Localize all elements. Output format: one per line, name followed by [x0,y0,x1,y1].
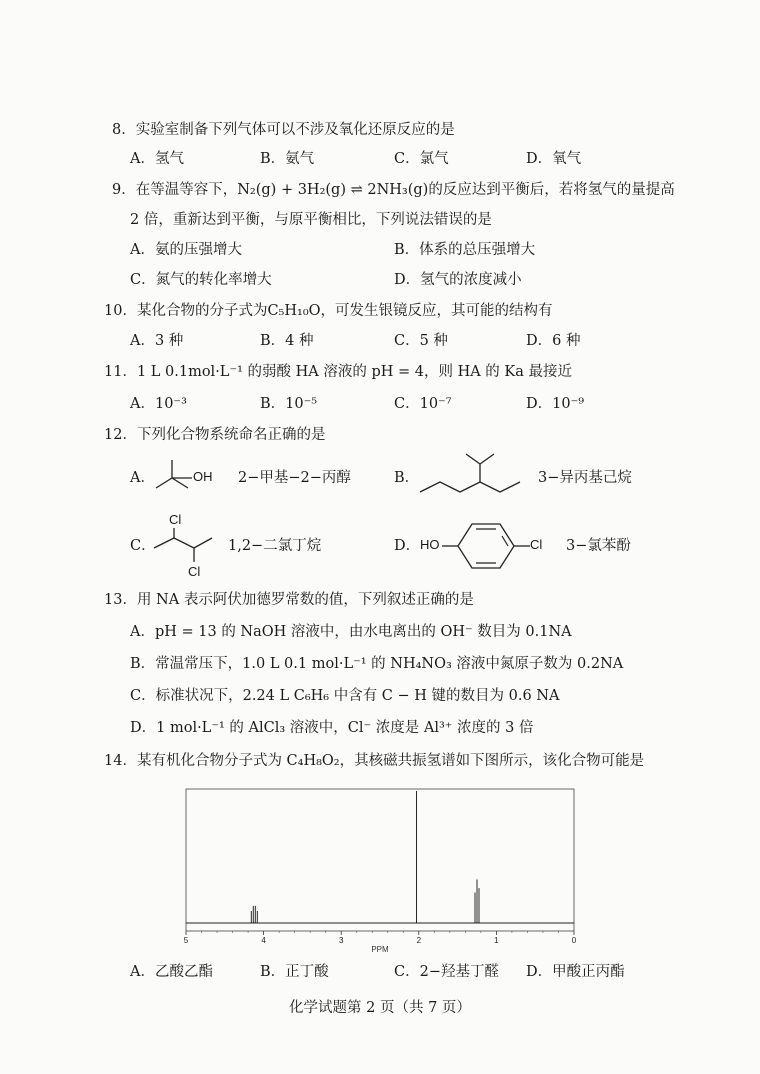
q8-option-d[interactable]: D．氧气 [526,151,582,167]
q12-c-cl-top-label: Cl [169,512,182,527]
q9-stem [112,180,675,200]
page-footer: 化学试题第 2 页（共 7 页） [289,1000,471,1016]
q13-option-a[interactable]: A．pH = 13 的 NaOH 溶液中，由水电离出的 OH⁻ 数目为 0.1NA [130,624,572,640]
nmr-tick-label: 4 [261,936,266,945]
q11-option-a[interactable]: A．10⁻³ [130,396,187,412]
q10-option-a[interactable]: A．3 种 [130,333,184,349]
q12-a-structure [152,452,232,502]
q8-option-c[interactable]: C．氯气 [394,151,449,167]
q10-formula: C₅H₁₀O [267,303,321,319]
q14-option-b[interactable]: B．正丁酸 [260,964,329,980]
q13-stem: 13．用 NA 表示阿伏加德罗常数的值，下列叙述正确的是 [104,592,474,608]
q14-stem: 14．某有机化合物分子式为 C₄H₈O₂，其核磁共振氢谱如下图所示，该化合物可能是 [104,753,645,769]
q12-option-a-name: 2−甲基−2−丙醇 [238,470,351,486]
q9-option-b[interactable]: B．体系的总压强增大 [394,242,536,258]
q14-option-d[interactable]: D．甲酸正丙酯 [526,964,625,980]
nmr-tick-label: 0 [571,936,577,945]
q12-c-structure [150,526,220,566]
nmr-tick-label: 3 [338,936,344,945]
q12-c-cl-bottom-label: Cl [188,564,201,579]
q13-option-b[interactable]: B．常温常压下，1.0 L 0.1 mol·L⁻¹ 的 NH₄NO₃ 溶液中氮原子数为 0.2NA [130,656,624,672]
q12-option-c-letter[interactable]: C． [130,538,156,554]
q11-option-b[interactable]: B．10⁻⁵ [260,396,318,412]
q12-d-benzene-ring [440,518,536,574]
q10-option-d[interactable]: D．6 种 [526,333,581,349]
q13-option-c[interactable]: C．标准状况下，2.24 L C₆H₆ 中含有 C − H 键的数目为 0.6 NA [130,688,560,704]
nmr-tick-label: 5 [183,936,189,945]
q12-stem: 12．下列化合物系统命名正确的是 [104,427,326,443]
q12-option-a-letter[interactable]: A． [130,470,155,486]
q13-option-d[interactable]: D．1 mol·L⁻¹ 的 AlCl₃ 溶液中，Cl⁻ 浓度是 Al³⁺ 浓度的 3 倍 [130,720,534,736]
q11-option-d[interactable]: D．10⁻⁹ [526,396,585,412]
q9-option-a[interactable]: A．氨的压强增大 [130,242,242,258]
q12-option-d-name: 3−氯苯酚 [566,538,631,554]
q12-option-b-name: 3−异丙基己烷 [538,470,632,486]
q9-stem-suffix: 的反应达到平衡后，若将氢气的量提高 [428,182,675,198]
q12-b-structure [418,446,528,502]
nmr-tick-label: 1 [494,936,499,945]
q12-option-d-letter[interactable]: D． [394,538,421,554]
nmr-spectrum-chart [180,783,580,955]
q14-option-c[interactable]: C．2−羟基丁醛 [394,964,499,980]
q8-stem: 8．实验室制备下列气体可以不涉及氧化还原反应的是 [112,122,455,138]
q10-stem [104,301,553,321]
q9-stem-prefix: 9．在等温等容下， [112,182,238,198]
q9-stem-line2: 2 倍，重新达到平衡，与原平衡相比，下列说法错误的是 [130,212,492,228]
q10-stem-suffix: ，可发生银镜反应，其可能的结构有 [320,303,553,319]
q12-option-c-name: 1,2−二氯丁烷 [228,538,322,554]
q9-equation: N₂(g) + 3H₂(g) ⇌ 2NH₃(g) [237,182,429,198]
q12-d-ho-label: HO [420,537,440,552]
q11-stem: 11．1 L 0.1mol·L⁻¹ 的弱酸 HA 溶液的 pH = 4，则 HA 的 Ka 最接近 [104,364,573,380]
q10-option-b[interactable]: B．4 种 [260,333,314,349]
q8-option-b[interactable]: B．氨气 [260,151,315,167]
q10-stem-prefix: 10．某化合物的分子式为 [104,303,268,319]
nmr-x-axis-label: PPM [371,945,389,954]
q10-option-c[interactable]: C．5 种 [394,333,448,349]
q14-option-a[interactable]: A．乙酸乙酯 [130,964,213,980]
q11-option-c[interactable]: C．10⁻⁷ [394,396,452,412]
nmr-tick-label: 2 [416,936,422,945]
q9-option-c[interactable]: C．氮气的转化率增大 [130,272,272,288]
q12-option-b-letter[interactable]: B． [394,470,420,486]
nmr-plot-frame [186,789,574,931]
q8-option-a[interactable]: A．氢气 [130,151,184,167]
q12-d-cl-label: Cl [530,537,543,552]
q12-a-oh-label: OH [193,469,213,484]
q9-option-d[interactable]: D．氢气的浓度减小 [394,272,522,288]
